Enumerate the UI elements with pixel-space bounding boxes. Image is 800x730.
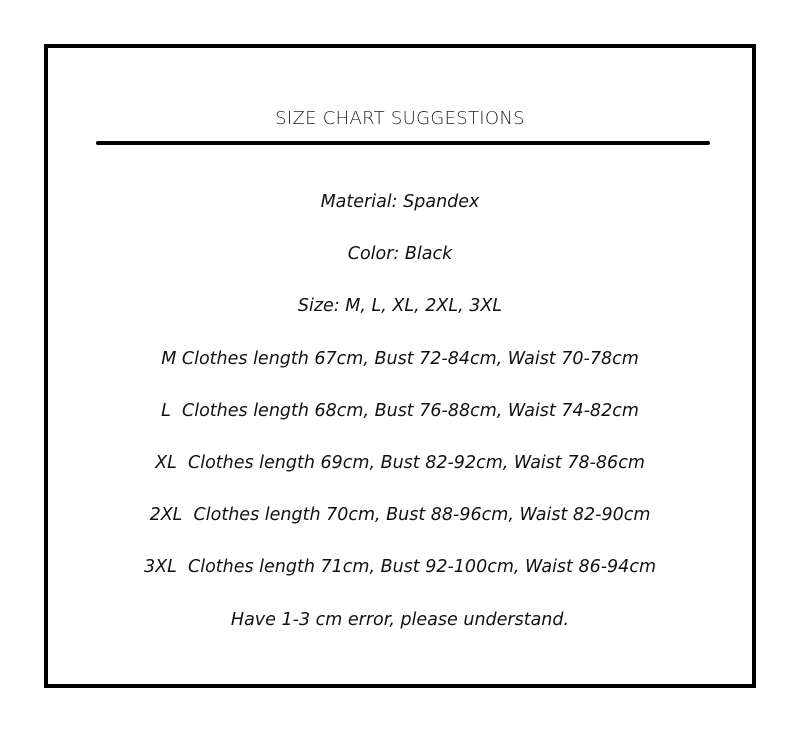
- title-divider: [96, 141, 710, 145]
- size-l-line: L Clothes length 68cm, Bust 76-88cm, Waist 74-82cm: [161, 400, 639, 421]
- size-m-line: M Clothes length 67cm, Bust 72-84cm, Waist 70-78cm: [161, 348, 639, 369]
- size-3xl-line: 3XL Clothes length 71cm, Bust 92-100cm, Waist 86-94cm: [143, 557, 656, 578]
- size-chart-title: SIZE CHART SUGGESTIONS: [275, 108, 525, 129]
- error-note-line: Have 1-3 cm error, please understand.: [230, 609, 570, 630]
- material-line: Material: Spandex: [320, 192, 480, 212]
- size-chart-card: [44, 44, 756, 688]
- size-options-line: Size: M, L, XL, 2XL, 3XL: [297, 296, 503, 317]
- size-xl-line: XL Clothes length 69cm, Bust 82-92cm, Waist 78-86cm: [155, 452, 645, 473]
- size-2xl-line: 2XL Clothes length 70cm, Bust 88-96cm, Waist 82-90cm: [149, 505, 651, 526]
- size-chart-lines: [48, 186, 752, 656]
- color-line: Color: Black: [347, 244, 453, 265]
